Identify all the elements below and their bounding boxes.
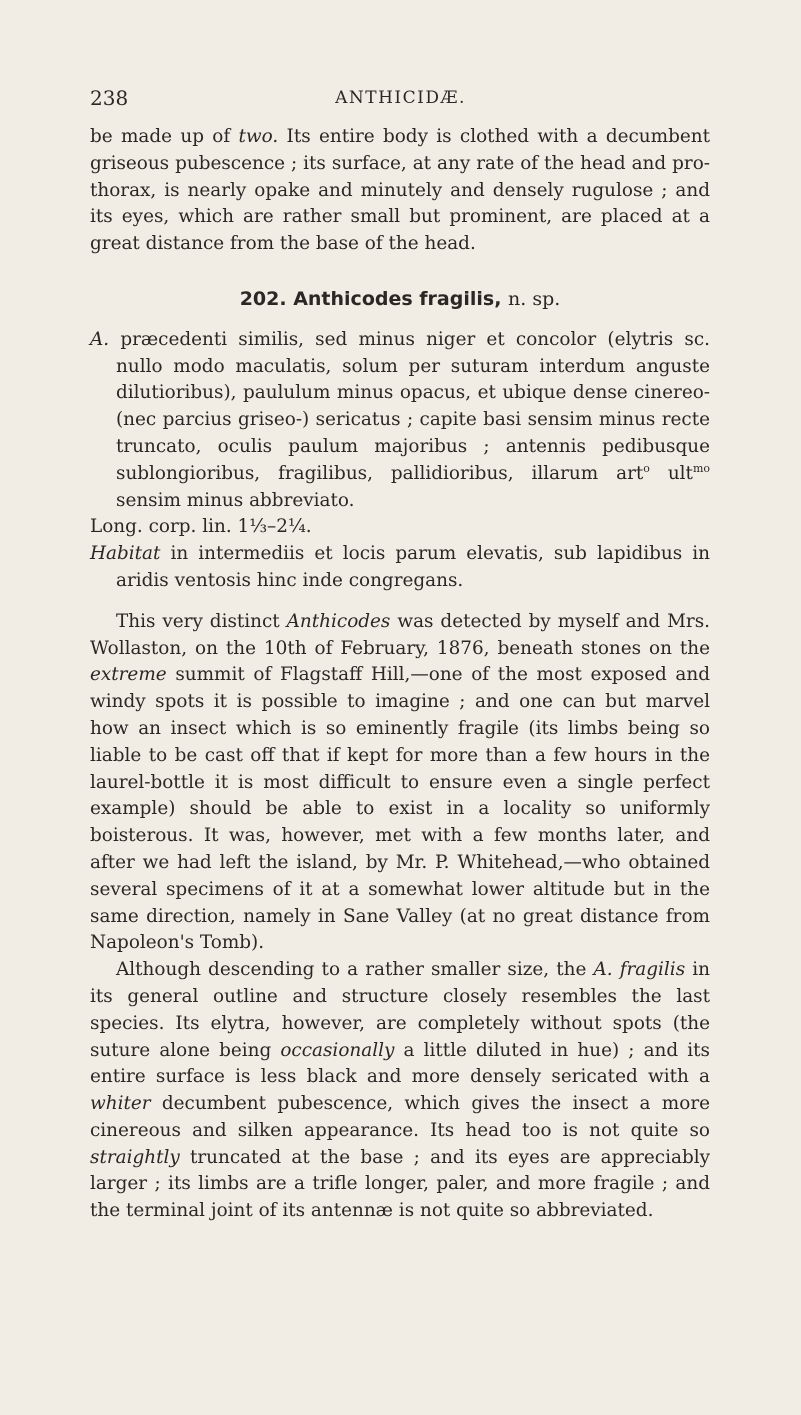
italic-text: A. fragilis [593, 959, 686, 981]
page-header [0, 86, 801, 116]
italic-text: two. [238, 126, 279, 147]
text-run: truncated at the base ; and its eyes are appreciably larger ; its limbs are a trifle longer, paler, and more fragile ; and the terminal joint of its antennæ is not quite so abbreviated. [90, 1146, 710, 1222]
italic-text: Anthicodes [286, 610, 391, 632]
text-run: præcedenti similis, sed minus niger et concolor (elytris sc. nullo modo maculatis, solum per suturam interdum anguste dilutioribus), paululum minus opacus, et ubique dense cinereo- (nec parcius griseo-) sericatus ; capite basi sensim minus recte truncato, oculis paulum majoribus ; antennis pedibusque sublongioribus, fragilibus, pallidioribus, illarum art [109, 328, 710, 484]
species-number: 202. [239, 287, 287, 310]
italic-text: extreme [90, 664, 167, 686]
text-run: This very distinct [116, 610, 287, 632]
habitat [90, 541, 710, 595]
text-run: be made up of [90, 126, 239, 147]
text-run: ult [649, 462, 693, 484]
text-run: sensim minus abbreviato. [116, 489, 355, 511]
italic-text: occasionally [280, 1039, 395, 1061]
superscript: mo [692, 461, 710, 475]
paragraph-continuation [90, 124, 710, 258]
italic-text: A. [90, 328, 110, 350]
italic-text: straightly [90, 1146, 180, 1168]
text-run: Its entire body is clothed with a decumbent griseous pubescence ; its surface, at any rate of the head and pro-thorax, is nearly opake and minutely and densely rugulose ; and its eyes, which are rather small but prominent, are placed at a great distance from the base of the head. [90, 126, 710, 255]
page-body [90, 124, 710, 1225]
page-number: 238 [90, 86, 129, 110]
text-run: decumbent pubescence, which gives the insect a more cinereous and silken appearance. Its head too is not quite so [90, 1093, 710, 1141]
body-length: Long. corp. lin. 1⅓–2¼. [90, 516, 312, 538]
latin-description [90, 327, 710, 515]
running-head: ANTHICIDÆ. [335, 88, 466, 108]
paragraph [90, 609, 710, 957]
species-note: n. sp. [508, 287, 561, 310]
superscript: o [643, 461, 650, 475]
species-heading [90, 286, 710, 313]
text-run: summit of Flagstaff Hill,—one of the most exposed and windy spots it is possible to imagine ; and one can but marvel how an insect which is so eminently fragile (its limbs being so liable to be cast off that if kept for more than a few hours in the laurel-bottle it is most difficult to ensure even a single perfect example) should be able to exist in a locality so uniformly boisterous. It was, however, met with a few months later, and after we had left the island, by Mr. P. Whitehead,—who obtained several specimens of it at a somewhat lower altitude but in the same direction, namely in Sane Valley (at no great distance from Napoleon's Tomb). [90, 664, 710, 954]
text-run: a little diluted in hue) ; and its entire surface is less black and more densely sericated with a [90, 1039, 710, 1088]
italic-text: whiter [90, 1093, 151, 1115]
text-run: Although descending to a rather smaller size, the [116, 959, 594, 981]
text-run: was detected by myself and Mrs. Wollaston, on the 10th of February, 1876, beneath stones on the [90, 610, 711, 659]
species-name: Anthicodes fragilis, [293, 287, 502, 310]
paragraph [90, 957, 710, 1225]
text-run: in intermediis et locis parum elevatis, sub lapidibus in aridis ventosis hinc inde congregans. [116, 543, 710, 591]
text-run: in its general outline and structure closely resembles the last species. Its elytra, however, are completely without spots (the suture alone being [90, 959, 710, 1061]
habitat-label: Habitat [90, 543, 161, 565]
